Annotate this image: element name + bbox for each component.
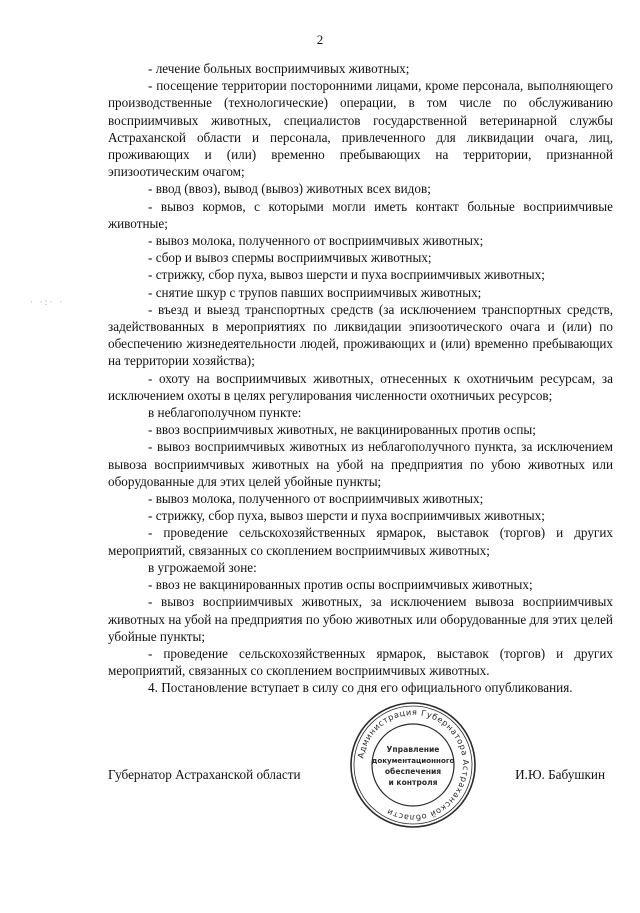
paragraph: - въезд и выезд транспортных средств (за исключением транспортных средств, задействованных в мероприятиях по ликвидации эпизоотического очага и (или) по обеспечению жизнедеятельности людей, проживающих и (или) временно пребывающих на территории хозяйства); xyxy=(108,301,613,369)
paragraph: - охоту на восприимчивых животных, отнесенных к охотничьим ресурсам, за исключением охоты в целях регулирования численности охотничьих ресурсов; xyxy=(108,370,613,403)
paragraph: - лечение больных восприимчивых животных; xyxy=(148,61,410,76)
stamp-center-line: и контроля xyxy=(388,778,438,787)
paragraph: - проведение сельскохозяйственных ярмарок, выставок (торгов) и других мероприятий, связанных со скоплением восприимчивых животных; xyxy=(108,525,613,558)
paragraph-effective-date: 4. Постановление вступает в силу со дня его официального опубликования. xyxy=(148,680,573,696)
stamp-ring-text: Администрация Губернатора Астраханской области xyxy=(355,706,472,824)
paragraph: - стрижку, сбор пуха, вывоз шерсти и пуха восприимчивых животных; xyxy=(148,267,545,283)
paragraph: - посещение территории посторонними лицами, кроме персонала, выполняющего производственные (технологические) операции, в том числе по обслуживанию восприимчивых животных, специалистов государственной ветеринарной службы Астраханской области и персонала, привлеченного для ликвидации очага, лиц, проживающих и (или) временно пребывающих на территории, признанной эпизоотическим очагом; xyxy=(108,78,613,180)
signatory-name: И.Ю. Бабушкин xyxy=(515,767,605,782)
paragraph: - вывоз кормов, с которыми могли иметь контакт больные восприимчивые животные; xyxy=(108,198,613,231)
stamp-center-line: обеспечения xyxy=(384,767,442,776)
paragraph: - вывоз восприимчивых животных из неблагополучного пункта, за исключением вывоза восприимчивых животных на убой на предприятия по убою животных или оборудованные для этих целей убойные пункты; xyxy=(108,439,613,489)
paragraph: - вывоз восприимчивых животных, за исключением вывоза восприимчивых животных на убой на предприятия по убою животных или оборудованные для этих целей убойные пункты; xyxy=(108,594,613,644)
paragraph: - ввод (ввоз), вывод (вывоз) животных всех видов; xyxy=(148,181,431,197)
document-body xyxy=(108,60,613,697)
stamp-center-line: Управление xyxy=(386,745,440,754)
signature-block xyxy=(108,767,613,787)
paragraph: - ввоз не вакцинированных против оспы восприимчивых животных; xyxy=(148,577,533,593)
paragraph: - вывоз молока, полученного от восприимчивых животных; xyxy=(148,491,484,507)
section-heading: в угрожаемой зоне: xyxy=(148,559,257,575)
paragraph: - сбор и вывоз спермы восприимчивых животных; xyxy=(148,250,432,266)
stamp-center-line: документационного xyxy=(371,756,455,765)
paragraph: - вывоз молока, полученного от восприимчивых животных; xyxy=(148,233,484,249)
scan-artifact: · ·:· · xyxy=(30,298,65,308)
paragraph: - стрижку, сбор пуха, вывоз шерсти и пуха восприимчивых животных; xyxy=(148,508,545,524)
signatory-position: Губернатор Астраханской области xyxy=(108,767,301,782)
page-number: 2 xyxy=(316,32,324,47)
paragraph: - снятие шкур с трупов павших восприимчивых животных; xyxy=(148,284,482,300)
paragraph: - ввоз восприимчивых животных, не вакцинированных против оспы; xyxy=(148,422,536,438)
section-heading: в неблагополучном пункте: xyxy=(148,405,302,421)
official-stamp xyxy=(348,700,478,830)
stamp-inner-ring xyxy=(372,724,454,806)
stamp-outer-ring xyxy=(351,703,475,827)
stamp-graphic xyxy=(348,700,478,830)
paragraph: - проведение сельскохозяйственных ярмарок, выставок (торгов) и других мероприятий, связанных со скоплением восприимчивых животных. xyxy=(108,645,613,679)
